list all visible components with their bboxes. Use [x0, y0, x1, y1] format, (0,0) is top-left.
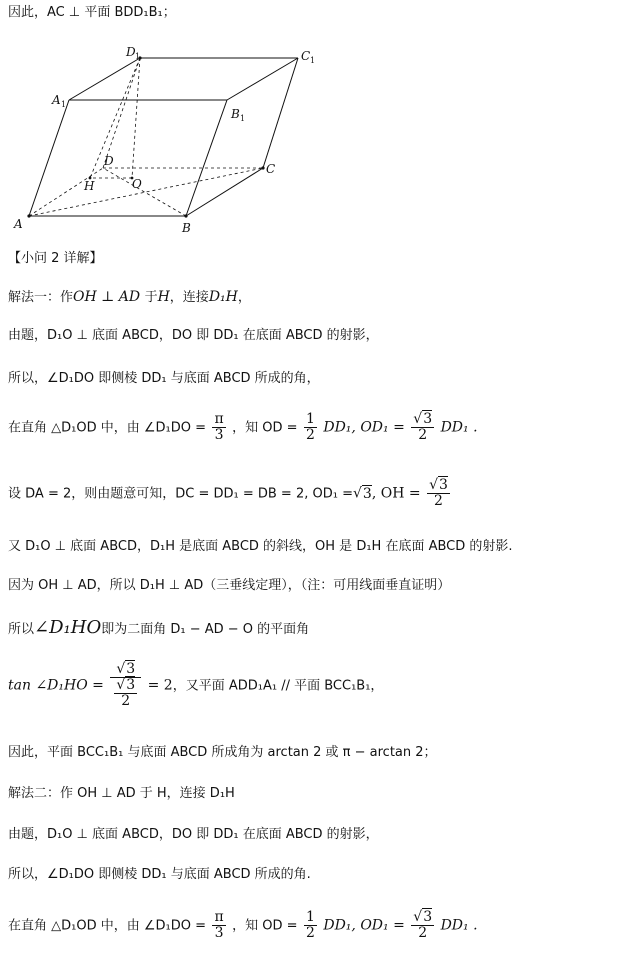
seg-d1-h — [90, 58, 140, 178]
solution1-line4: 在直角 △D₁OD 中，由 ∠D₁DO = $\frac{\pi}{3}$ ，知 OD = $\frac{1}{2}$ DD₁, OD₁ = $\frac{√3}{2}$ DD₁ . — [8, 411, 478, 443]
edge-b-c — [186, 168, 263, 216]
edge-b1-c1 — [227, 58, 298, 100]
edge-a1-d1 — [69, 58, 140, 100]
solution1-line3: 所以，∠D₁DO 即侧棱 DD₁ 与底面 ABCD 所成的角， — [8, 371, 320, 386]
solution2-line3: 所以，∠D₁DO 即侧棱 DD₁ 与底面 ABCD 所成的角. — [8, 867, 311, 882]
solution2-line2: 由题，D₁O ⊥ 底面 ABCD，DO 即 DD₁ 在底面 ABCD 的射影， — [8, 827, 379, 842]
label-a1-sub: 1 — [61, 100, 67, 109]
solution1-line6: 又 D₁O ⊥ 底面 ABCD，D₁H 是底面 ABCD 的斜线，OH 是 D₁H 在底面 ABCD 的射影. — [8, 539, 513, 554]
point-c — [261, 166, 264, 169]
solution1-line8: 所以∠D₁HO即为二面角 D₁ − AD − O 的平面角 — [8, 617, 310, 638]
edge-a-a1 — [29, 100, 69, 216]
label-d: D — [104, 154, 114, 168]
edge-d-d1 — [103, 58, 140, 168]
solution2-line1: 解法二：作 OH ⊥ AD 于 H，连接 D₁H — [8, 786, 235, 801]
label-c1-sub: 1 — [310, 56, 316, 65]
solution1-line7: 因为 OH ⊥ AD，所以 D₁H ⊥ AD（三垂线定理），（注：可用线面垂直证明） — [8, 578, 451, 593]
point-a — [27, 214, 30, 217]
edge-c-c1 — [263, 58, 298, 168]
label-a: A — [14, 217, 23, 231]
solution1-line9: tan ∠D₁HO = $\frac{√3}{\frac{√3}{2}}$ = 2，又平面 ADD₁A₁ // 平面 BCC₁B₁， — [8, 661, 384, 709]
label-d1-sub: 1 — [135, 52, 141, 61]
header-line: 因此，AC ⊥ 平面 BDD₁B₁； — [8, 5, 176, 20]
point-b — [184, 214, 187, 217]
solution1-line2: 由题，D₁O ⊥ 底面 ABCD，DO 即 DD₁ 在底面 ABCD 的射影， — [8, 328, 379, 343]
label-a1: A — [52, 93, 61, 107]
seg-d1-o — [132, 58, 140, 178]
label-b1-sub: 1 — [240, 114, 246, 123]
diag-b-d — [103, 168, 186, 216]
diag-a-c — [29, 168, 263, 216]
label-d1: D — [126, 45, 136, 59]
edge-b-b1 — [186, 100, 227, 216]
solution2-line4: 在直角 △D₁OD 中，由 ∠D₁DO = $\frac{\pi}{3}$ ，知 OD = $\frac{1}{2}$ DD₁, OD₁ = $\frac{√3}{2}$ DD₁ . — [8, 909, 478, 941]
solution1-line1: 解法一：作OH ⊥ AD 于H，连接D₁H， — [8, 289, 251, 305]
solution1-line5: 设 DA = 2，则由题意可知，DC = DD₁ = DB = 2, OD₁ =√3, OH = $\frac{√3}{2}$ — [8, 477, 448, 509]
label-o: O — [132, 177, 142, 191]
solution1-line10: 因此，平面 BCC₁B₁ 与底面 ABCD 所成角为 arctan 2 或 π − arctan 2； — [8, 745, 437, 760]
section-title: 【小问 2 详解】 — [8, 251, 103, 266]
label-c1: C — [301, 49, 311, 63]
label-h: H — [84, 179, 95, 193]
label-b: B — [182, 221, 191, 235]
parallelepiped-figure — [0, 30, 340, 240]
label-b1: B — [231, 107, 240, 121]
label-c: C — [266, 162, 276, 176]
